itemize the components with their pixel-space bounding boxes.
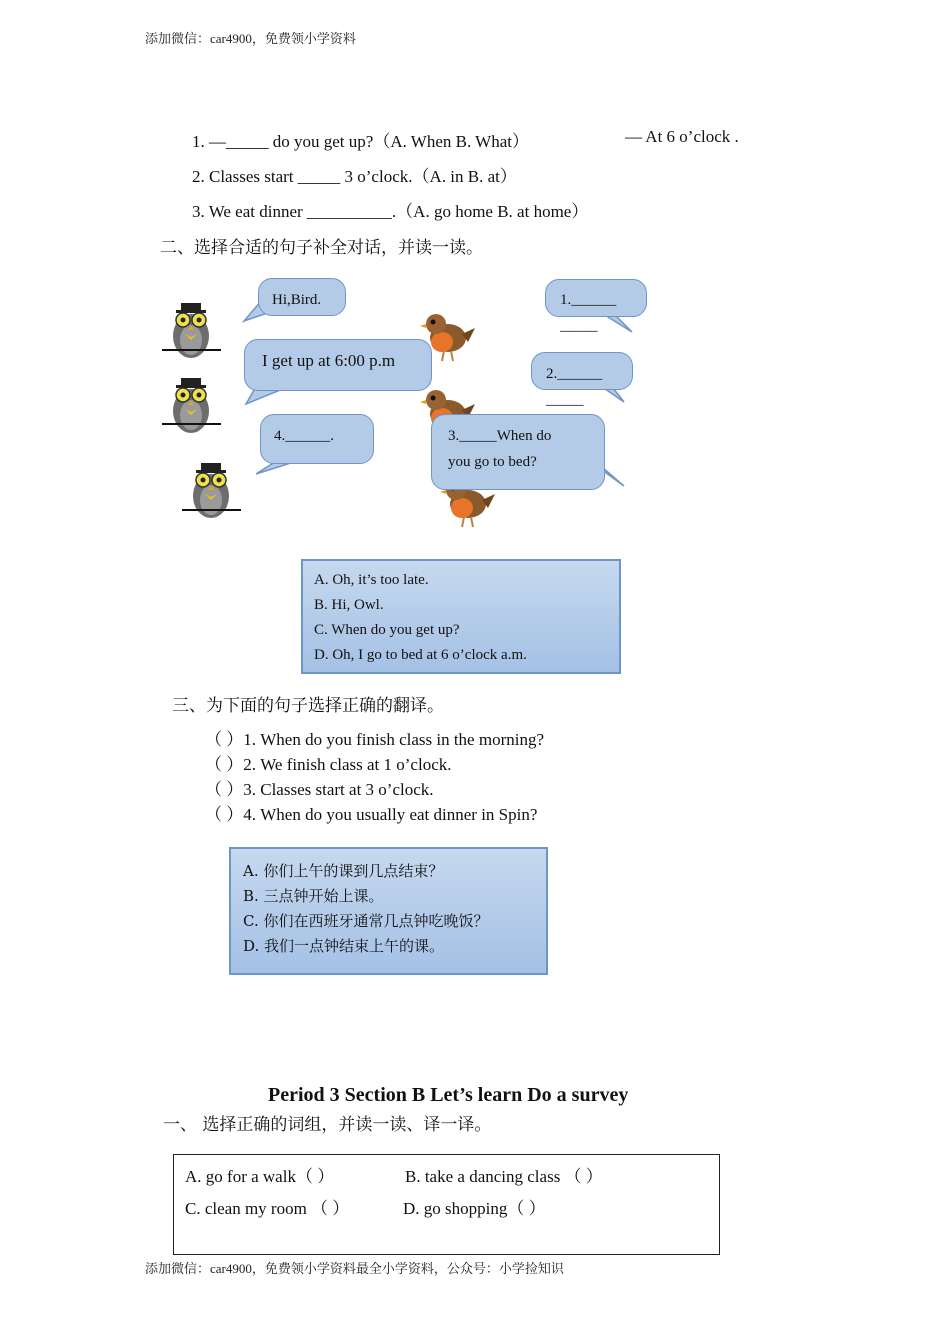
dialogue-option-b: B. Hi, Owl. (314, 597, 384, 613)
question-1: 1. —_____ do you get up?（A. When B. What） (192, 132, 529, 151)
speech-bubble-3-text: 4.______. (274, 428, 334, 444)
speech-bubble-4-blank: _____ (560, 318, 598, 334)
speech-bubble-6-line2: you go to bed? (448, 454, 537, 470)
translation-option-b: B. 三点钟开始上课。 (243, 887, 384, 905)
speech-bubble-5-blank: _____ (546, 392, 584, 408)
page-footer: 添加微信：car4900，免费领小学资料最全小学资料，公众号：小学捡知识 (145, 1261, 564, 1276)
dialogue-option-d: D. Oh, I go to bed at 6 o’clock a.m. (314, 647, 527, 663)
phrase-option-b: B. take a dancing class （ ） (405, 1167, 603, 1186)
speech-bubble-1-text: Hi,Bird. (272, 292, 322, 308)
section-2-heading: 二、选择合适的句子补全对话，并读一读。 (160, 238, 483, 258)
phrase-option-c: C. clean my room （ ） (185, 1199, 350, 1218)
section-3-heading: 三、为下面的句子选择正确的翻译。 (172, 696, 444, 716)
speech-bubble-5-text: 2.______ (546, 366, 603, 382)
speech-bubble-2-text: I get up at 6:00 p.m (262, 351, 396, 370)
phrase-option-d: D. go shopping（ ） (403, 1199, 546, 1218)
translation-option-a: A. 你们上午的课到几点结束？ (243, 862, 444, 880)
dialogue-option-c: C. When do you get up? (314, 622, 460, 638)
period-3-title: Period 3 Section B Let’s learn Do a survey (268, 1084, 629, 1106)
dialogue-option-a: A. Oh, it’s too late. (314, 572, 429, 588)
phrase-option-a: A. go for a walk（ ） (185, 1167, 335, 1186)
page-header: 添加微信：car4900，免费领小学资料 (145, 31, 356, 46)
translation-item-4: （ ）4. When do you usually eat dinner in Spin? (205, 805, 538, 824)
translation-option-c: C. 你们在西班牙通常几点钟吃晚饭？ (243, 912, 489, 930)
period-3-section-1-heading: 一、 选择正确的词组，并读一读、译一译。 (163, 1115, 492, 1135)
translation-item-2: （ ）2. We finish class at 1 o’clock. (205, 755, 452, 774)
question-1-answer: — At 6 o’clock . (625, 127, 739, 146)
translation-item-1: （ ）1. When do you finish class in the morning? (205, 730, 545, 749)
speech-bubble-4-text: 1.______ (560, 292, 617, 308)
question-3: 3. We eat dinner __________.（A. go home B. at home） (192, 202, 589, 221)
translation-option-d: D. 我们一点钟结束上午的课。 (243, 937, 445, 955)
speech-bubble-6 (431, 414, 605, 490)
translation-item-3: （ ）3. Classes start at 3 o’clock. (205, 780, 434, 799)
speech-bubble-6-line1: 3._____When do (448, 428, 552, 444)
question-2: 2. Classes start _____ 3 o’clock.（A. in B. at） (192, 167, 517, 186)
